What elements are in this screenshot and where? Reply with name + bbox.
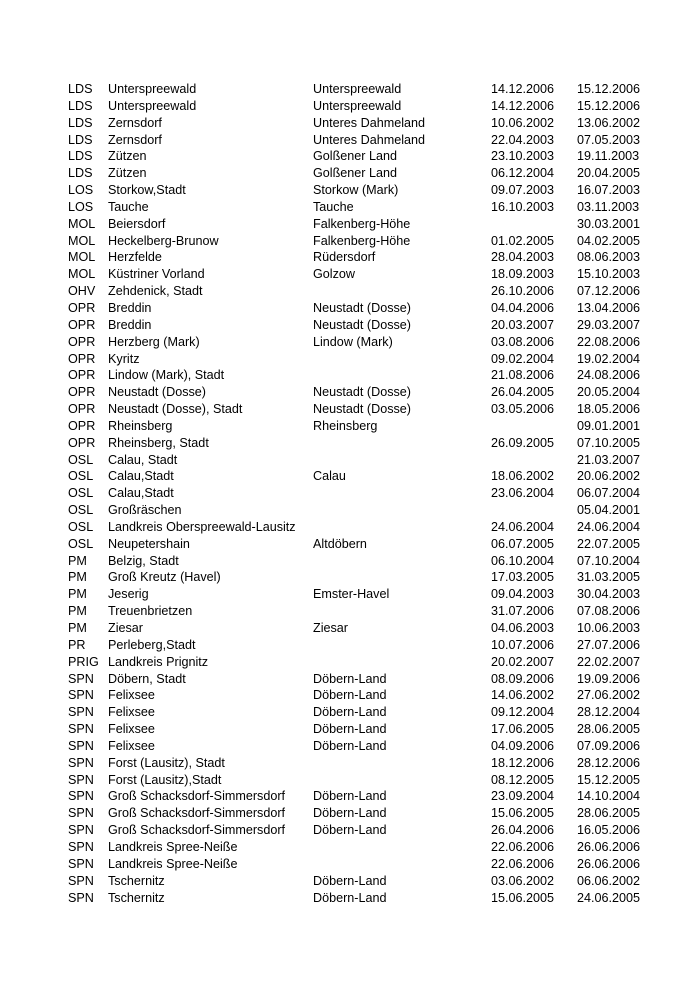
table-row (68, 401, 648, 418)
end-date-cell: 19.11.2003 (577, 149, 640, 164)
municipality-cell: Felixsee (108, 705, 155, 720)
administration-cell: Neustadt (Dosse) (313, 317, 411, 332)
municipality-cell: Neupetershain (108, 536, 190, 551)
table-row (68, 249, 648, 266)
municipality-cell: Jeserig (108, 587, 149, 602)
municipality-cell: Groß Schacksdorf-Simmersdorf (108, 789, 286, 804)
district-code-cell: OSL (68, 486, 94, 501)
municipality-cell: Großräschen (108, 503, 182, 518)
table-row (68, 81, 648, 98)
municipality-cell: Unterspreewald (108, 82, 197, 96)
end-date-cell: 20.06.2002 (577, 469, 641, 484)
district-code-cell: MOL (68, 216, 96, 231)
municipality-cell: Tschernitz (108, 873, 165, 888)
table-row (68, 452, 648, 469)
municipality-cell: Rheinsberg, Stadt (108, 435, 209, 450)
administration-cell: Golßener Land (313, 166, 398, 181)
municipality-cell: Storkow,Stadt (108, 183, 186, 198)
table-row (68, 569, 648, 586)
end-date-cell: 07.10.2005 (577, 435, 641, 450)
start-date-cell: 26.04.2006 (491, 823, 555, 838)
start-date-cell: 26.04.2005 (491, 385, 555, 400)
end-date-cell: 05.04.2001 (577, 503, 641, 518)
district-code-cell: SPN (68, 772, 94, 787)
municipality-cell: Heckelberg-Brunow (108, 233, 219, 248)
municipality-cell: Breddin (108, 300, 152, 315)
table-row (68, 637, 648, 654)
start-date-cell: 23.09.2004 (491, 789, 555, 804)
municipality-cell: Landkreis Prignitz (108, 654, 209, 669)
district-code-cell: LDS (68, 115, 93, 130)
administration-cell: Neustadt (Dosse) (313, 300, 411, 315)
district-code-cell: SPN (68, 839, 94, 854)
end-date-cell: 30.03.2001 (577, 216, 641, 231)
district-code-cell: PM (68, 587, 87, 602)
district-code-cell: SPN (68, 856, 94, 871)
district-code-cell: MOL (68, 250, 96, 265)
start-date-cell: 06.10.2004 (491, 553, 555, 568)
table-row (68, 300, 648, 317)
municipality-cell: Calau,Stadt (108, 469, 174, 484)
table-row (68, 468, 648, 485)
district-code-cell: SPN (68, 671, 94, 686)
administration-cell: Döbern-Land (313, 738, 387, 753)
municipality-cell: Unterspreewald (108, 98, 197, 113)
district-code-cell: PM (68, 604, 87, 619)
municipality-cell: Perleberg,Stadt (108, 637, 196, 652)
table-row (68, 536, 648, 553)
end-date-cell: 31.03.2005 (577, 570, 641, 585)
district-code-cell: SPN (68, 806, 94, 821)
administration-cell: Unterspreewald (313, 98, 402, 113)
start-date-cell: 06.07.2005 (491, 536, 555, 551)
administration-cell: Calau (313, 469, 346, 484)
district-code-cell: LDS (68, 149, 93, 164)
table-row (68, 721, 648, 738)
table-row (68, 805, 648, 822)
administration-cell: Unteres Dahmeland (313, 115, 426, 130)
municipality-cell: Tschernitz (108, 890, 165, 905)
record-table (68, 81, 648, 906)
start-date-cell: 10.06.2002 (491, 115, 555, 130)
district-code-cell: SPN (68, 722, 94, 737)
end-date-cell: 28.12.2004 (577, 705, 641, 720)
start-date-cell: 22.04.2003 (491, 132, 555, 147)
district-code-cell: OPR (68, 317, 96, 332)
table-row (68, 266, 648, 283)
municipality-cell: Döbern, Stadt (108, 671, 186, 686)
start-date-cell: 08.09.2006 (491, 671, 555, 686)
municipality-cell: Felixsee (108, 688, 155, 703)
end-date-cell: 28.12.2006 (577, 755, 641, 770)
administration-cell: Rüdersdorf (313, 250, 376, 265)
start-date-cell: 15.06.2005 (491, 890, 555, 905)
municipality-cell: Lindow (Mark), Stadt (108, 368, 225, 383)
end-date-cell: 07.08.2006 (577, 604, 641, 619)
table-row (68, 283, 648, 300)
municipality-cell: Tauche (108, 199, 149, 214)
table-row (68, 822, 648, 839)
end-date-cell: 27.06.2002 (577, 688, 641, 703)
table-row (68, 553, 648, 570)
start-date-cell: 14.12.2006 (491, 98, 555, 113)
start-date-cell: 14.06.2002 (491, 688, 555, 703)
table-row (68, 418, 648, 435)
municipality-cell: Groß Kreutz (Havel) (108, 570, 221, 585)
municipality-cell: Calau, Stadt (108, 452, 178, 467)
end-date-cell: 13.06.2002 (577, 115, 641, 130)
end-date-cell: 15.10.2003 (577, 267, 641, 282)
start-date-cell: 06.12.2004 (491, 166, 555, 181)
district-code-cell: LOS (68, 199, 94, 214)
table-row (68, 351, 648, 368)
start-date-cell: 16.10.2003 (491, 199, 555, 214)
table-row (68, 233, 648, 250)
end-date-cell: 30.04.2003 (577, 587, 641, 602)
start-date-cell: 17.06.2005 (491, 722, 555, 737)
start-date-cell: 08.12.2005 (491, 772, 555, 787)
start-date-cell: 03.08.2006 (491, 334, 555, 349)
administration-cell: Rheinsberg (313, 418, 378, 433)
district-code-cell: OSL (68, 452, 94, 467)
district-code-cell: LOS (68, 183, 94, 198)
district-code-cell: OSL (68, 519, 94, 534)
start-date-cell: 20.02.2007 (491, 654, 555, 669)
end-date-cell: 15.12.2006 (577, 82, 641, 96)
start-date-cell: 28.04.2003 (491, 250, 555, 265)
end-date-cell: 15.12.2006 (577, 98, 641, 113)
table-row (68, 384, 648, 401)
table-row (68, 873, 648, 890)
district-code-cell: OSL (68, 503, 94, 518)
district-code-cell: SPN (68, 873, 94, 888)
start-date-cell: 26.10.2006 (491, 284, 555, 299)
start-date-cell: 26.09.2005 (491, 435, 555, 450)
municipality-cell: Herzfelde (108, 250, 162, 265)
municipality-cell: Groß Schacksdorf-Simmersdorf (108, 806, 286, 821)
table-row (68, 502, 648, 519)
administration-cell: Unterspreewald (313, 82, 402, 96)
administration-cell: Golzow (313, 267, 355, 282)
district-code-cell: PRIG (68, 654, 99, 669)
administration-cell: Emster-Havel (313, 587, 390, 602)
municipality-cell: Landkreis Spree-Neiße (108, 839, 238, 854)
administration-cell: Döbern-Land (313, 806, 387, 821)
start-date-cell: 21.08.2006 (491, 368, 555, 383)
end-date-cell: 28.06.2005 (577, 806, 641, 821)
end-date-cell: 19.09.2006 (577, 671, 641, 686)
municipality-cell: Zützen (108, 166, 147, 181)
municipality-cell: Felixsee (108, 738, 155, 753)
start-date-cell: 23.06.2004 (491, 486, 555, 501)
municipality-cell: Beiersdorf (108, 216, 166, 231)
start-date-cell: 20.03.2007 (491, 317, 555, 332)
district-code-cell: OPR (68, 300, 96, 315)
administration-cell: Neustadt (Dosse) (313, 385, 411, 400)
administration-cell: Döbern-Land (313, 823, 387, 838)
table-row (68, 98, 648, 115)
district-code-cell: SPN (68, 705, 94, 720)
table-row (68, 199, 648, 216)
end-date-cell: 09.01.2001 (577, 418, 641, 433)
start-date-cell: 10.07.2006 (491, 637, 555, 652)
end-date-cell: 24.06.2004 (577, 519, 641, 534)
administration-cell: Neustadt (Dosse) (313, 402, 411, 417)
municipality-cell: Neustadt (Dosse), Stadt (108, 402, 243, 417)
end-date-cell: 14.10.2004 (577, 789, 641, 804)
end-date-cell: 27.07.2006 (577, 637, 641, 652)
municipality-cell: Zehdenick, Stadt (108, 284, 203, 299)
table-row (68, 620, 648, 637)
start-date-cell: 18.06.2002 (491, 469, 555, 484)
administration-cell: Unteres Dahmeland (313, 132, 426, 147)
end-date-cell: 06.07.2004 (577, 486, 641, 501)
table-row (68, 839, 648, 856)
table-row (68, 132, 648, 149)
table-row (68, 586, 648, 603)
district-code-cell: OPR (68, 435, 96, 450)
end-date-cell: 08.06.2003 (577, 250, 641, 265)
administration-cell: Döbern-Land (313, 722, 387, 737)
table-row (68, 856, 648, 873)
start-date-cell: 09.07.2003 (491, 183, 555, 198)
administration-cell: Döbern-Land (313, 671, 387, 686)
table-row (68, 890, 648, 907)
municipality-cell: Herzberg (Mark) (108, 334, 200, 349)
start-date-cell: 14.12.2006 (491, 82, 555, 96)
district-code-cell: SPN (68, 755, 94, 770)
municipality-cell: Belzig, Stadt (108, 553, 179, 568)
end-date-cell: 07.12.2006 (577, 284, 641, 299)
district-code-cell: PM (68, 621, 87, 635)
end-date-cell: 07.09.2006 (577, 738, 641, 753)
district-code-cell: OPR (68, 418, 96, 433)
administration-cell: Döbern-Land (313, 688, 387, 703)
end-date-cell: 16.07.2003 (577, 183, 641, 198)
end-date-cell: 18.05.2006 (577, 402, 641, 417)
table-row (68, 165, 648, 182)
administration-cell: Golßener Land (313, 149, 398, 164)
end-date-cell: 24.06.2005 (577, 890, 641, 905)
district-code-cell: MOL (68, 267, 96, 282)
start-date-cell: 18.12.2006 (491, 755, 555, 770)
municipality-cell: Kyritz (108, 351, 140, 366)
administration-cell: Döbern-Land (313, 890, 387, 905)
start-date-cell: 01.02.2005 (491, 233, 555, 248)
municipality-cell: Neustadt (Dosse) (108, 385, 206, 400)
table-row (68, 182, 648, 199)
start-date-cell: 31.07.2006 (491, 604, 555, 619)
district-code-cell: LDS (68, 166, 93, 181)
table-row (68, 687, 648, 704)
end-date-cell: 20.04.2005 (577, 166, 641, 181)
administration-cell: Lindow (Mark) (313, 334, 393, 349)
end-date-cell: 24.08.2006 (577, 368, 641, 383)
municipality-cell: Zützen (108, 149, 147, 164)
start-date-cell: 22.06.2006 (491, 856, 555, 871)
end-date-cell: 22.08.2006 (577, 334, 641, 349)
table-row (68, 603, 648, 620)
municipality-cell: Landkreis Spree-Neiße (108, 856, 238, 871)
table-row (68, 115, 648, 132)
district-code-cell: MOL (68, 233, 96, 248)
end-date-cell: 22.07.2005 (577, 536, 641, 551)
table-row (68, 772, 648, 789)
district-code-cell: OPR (68, 402, 96, 417)
start-date-cell: 04.06.2003 (491, 621, 555, 635)
administration-cell: Falkenberg-Höhe (313, 233, 411, 248)
table-row (68, 216, 648, 233)
municipality-cell: Felixsee (108, 722, 155, 737)
end-date-cell: 21.03.2007 (577, 452, 641, 467)
end-date-cell: 20.05.2004 (577, 385, 641, 400)
administration-cell: Döbern-Land (313, 789, 387, 804)
table-row (68, 519, 648, 536)
municipality-cell: Zernsdorf (108, 132, 162, 147)
administration-cell: Döbern-Land (313, 705, 387, 720)
end-date-cell: 10.06.2003 (577, 621, 641, 635)
end-date-cell: 07.10.2004 (577, 553, 641, 568)
municipality-cell: Calau,Stadt (108, 486, 174, 501)
end-date-cell: 13.04.2006 (577, 300, 641, 315)
district-code-cell: PR (68, 637, 86, 652)
district-code-cell: LDS (68, 82, 93, 96)
administration-cell: Ziesar (313, 621, 348, 635)
end-date-cell: 16.05.2006 (577, 823, 641, 838)
administration-cell: Falkenberg-Höhe (313, 216, 411, 231)
district-code-cell: SPN (68, 890, 94, 905)
start-date-cell: 23.10.2003 (491, 149, 555, 164)
start-date-cell: 04.09.2006 (491, 738, 555, 753)
district-code-cell: LDS (68, 98, 93, 113)
district-code-cell: SPN (68, 688, 94, 703)
table-row (68, 788, 648, 805)
district-code-cell: OPR (68, 334, 96, 349)
table-row (68, 334, 648, 351)
administration-cell: Storkow (Mark) (313, 183, 399, 198)
table-row (68, 148, 648, 165)
municipality-cell: Küstriner Vorland (108, 267, 205, 282)
district-code-cell: LDS (68, 132, 93, 147)
end-date-cell: 15.12.2005 (577, 772, 641, 787)
start-date-cell: 17.03.2005 (491, 570, 555, 585)
table-row (68, 704, 648, 721)
table-row (68, 367, 648, 384)
end-date-cell: 06.06.2002 (577, 873, 641, 888)
district-code-cell: OHV (68, 284, 96, 299)
end-date-cell: 26.06.2006 (577, 839, 641, 854)
end-date-cell: 26.06.2006 (577, 856, 641, 871)
district-code-cell: OPR (68, 368, 96, 383)
table-row (68, 671, 648, 688)
end-date-cell: 03.11.2003 (577, 199, 640, 214)
table-row (68, 317, 648, 334)
start-date-cell: 04.04.2006 (491, 300, 555, 315)
district-code-cell: OPR (68, 351, 96, 366)
municipality-cell: Forst (Lausitz),Stadt (108, 772, 222, 787)
municipality-cell: Ziesar (108, 621, 143, 635)
start-date-cell: 09.12.2004 (491, 705, 555, 720)
district-code-cell: SPN (68, 738, 94, 753)
table-row (68, 738, 648, 755)
municipality-cell: Breddin (108, 317, 152, 332)
district-code-cell: OPR (68, 385, 96, 400)
table-row (68, 654, 648, 671)
district-code-cell: PM (68, 553, 87, 568)
municipality-cell: Groß Schacksdorf-Simmersdorf (108, 823, 286, 838)
district-code-cell: PM (68, 570, 87, 585)
start-date-cell: 09.04.2003 (491, 587, 555, 602)
end-date-cell: 28.06.2005 (577, 722, 641, 737)
start-date-cell: 15.06.2005 (491, 806, 555, 821)
table-row (68, 435, 648, 452)
table-row (68, 755, 648, 772)
table-row (68, 485, 648, 502)
end-date-cell: 19.02.2004 (577, 351, 641, 366)
start-date-cell: 09.02.2004 (491, 351, 555, 366)
municipality-cell: Forst (Lausitz), Stadt (108, 755, 225, 770)
municipality-cell: Zernsdorf (108, 115, 162, 130)
district-code-cell: SPN (68, 823, 94, 838)
municipality-cell: Rheinsberg (108, 418, 173, 433)
start-date-cell: 24.06.2004 (491, 519, 555, 534)
administration-cell: Döbern-Land (313, 873, 387, 888)
municipality-cell: Treuenbrietzen (108, 604, 193, 619)
start-date-cell: 22.06.2006 (491, 839, 555, 854)
district-code-cell: OSL (68, 536, 94, 551)
municipality-cell: Landkreis Oberspreewald-Lausitz (108, 519, 296, 534)
start-date-cell: 03.05.2006 (491, 402, 555, 417)
start-date-cell: 18.09.2003 (491, 267, 555, 282)
district-code-cell: SPN (68, 789, 94, 804)
start-date-cell: 03.06.2002 (491, 873, 555, 888)
administration-cell: Altdöbern (313, 536, 367, 551)
administration-cell: Tauche (313, 199, 354, 214)
end-date-cell: 04.02.2005 (577, 233, 641, 248)
end-date-cell: 22.02.2007 (577, 654, 641, 669)
end-date-cell: 29.03.2007 (577, 317, 641, 332)
district-code-cell: OSL (68, 469, 94, 484)
end-date-cell: 07.05.2003 (577, 132, 641, 147)
